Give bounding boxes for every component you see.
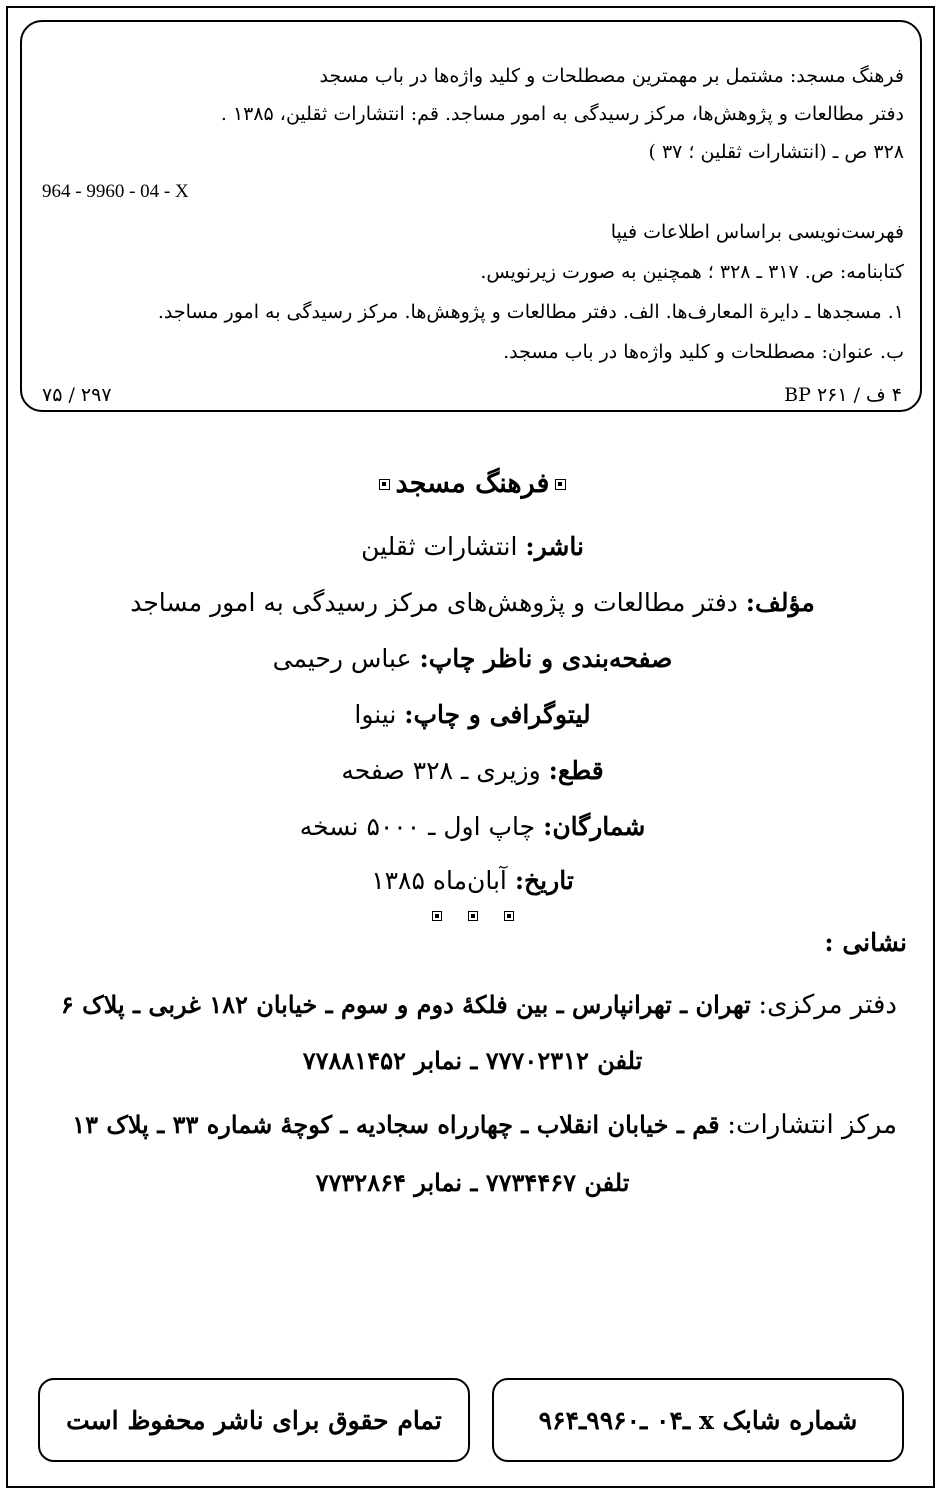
copies-value: چاپ اول ـ ۵۰۰۰ نسخه: [299, 812, 536, 841]
center-phone: تلفن ۷۷۳۴۴۶۷ ـ نمابر ۷۷۳۲۸۶۴: [315, 1168, 630, 1197]
catalog-isbn: 964 - 9960 - 04 - X: [42, 181, 189, 202]
format-label: قطع:: [548, 756, 604, 785]
center-address-line: [72, 1110, 897, 1140]
layout-line: [0, 644, 945, 673]
rights-text: تمام حقوق برای ناشر محفوظ است: [66, 1405, 442, 1435]
book-title: [0, 468, 945, 499]
date-label: تاریخ:: [514, 866, 574, 895]
isbn-box-text: شماره شابک x ـ۰۴ ـ۹۹۶۰ـ۹۶۴: [538, 1405, 858, 1435]
center-address: قم ـ خیابان انقلاب ـ چهارراه سجادیه ـ کوچۀ شماره ۳۳ ـ پلاک ۱۳: [72, 1110, 720, 1139]
rights-box: [38, 1378, 470, 1462]
publisher-label: ناشر:: [525, 532, 584, 561]
bullet-square-icon: [379, 479, 390, 490]
date-line: [0, 866, 945, 895]
catalog-subject-line: ۱. مسجدها ـ دایرة المعارف‌ها. الف. دفتر مطالعات و پژوهش‌ها. مرکز رسیدگی به امور مساجد.: [157, 301, 904, 323]
catalog-heading-line: ب. عنوان: مصطلحات و کلید واژه‌ها در باب مسجد.: [503, 341, 904, 363]
catalog-box: [20, 20, 922, 412]
publisher-value: انتشارات ثقلین: [361, 532, 518, 561]
office-phone: تلفن ۷۷۷۰۲۳۱۲ ـ نمابر ۷۷۸۸۱۴۵۲: [302, 1046, 643, 1075]
copies-label: شمارگان:: [543, 812, 646, 841]
bullet-square-icon: [555, 479, 566, 490]
litho-value: نینوا: [354, 700, 397, 729]
copies-line: [0, 812, 945, 841]
author-value: دفتر مطالعات و پژوهش‌های مرکز رسیدگی به امور مساجد: [130, 588, 738, 617]
litho-line: [0, 700, 945, 729]
catalog-class-row: [42, 384, 902, 408]
office-label: دفتر مرکزی:: [758, 990, 897, 1020]
catalog-fipa-line: فهرست‌نویسی براساس اطلاعات فیپا: [610, 221, 904, 243]
separator-dots: [0, 908, 945, 924]
layout-value: عباس رحیمی: [272, 644, 412, 673]
bullet-square-icon: [504, 911, 514, 921]
isbn-box: [492, 1378, 904, 1462]
catalog-author-line: دفتر مطالعات و پژوهش‌ها، مرکز رسیدگی به امور مساجد. قم: انتشارات ثقلین، ۱۳۸۵ .: [220, 103, 904, 125]
format-value: وزیری ـ ۳۲۸ صفحه: [341, 756, 541, 785]
bullet-square-icon: [468, 911, 478, 921]
date-value: آبان‌ماه ۱۳۸۵: [371, 866, 507, 895]
catalog-title-line: فرهنگ مسجد: مشتمل بر مهمترین مصطلحات و کلید واژه‌ها در باب مسجد: [319, 65, 904, 87]
author-label: مؤلف:: [745, 588, 815, 617]
center-label: مرکز انتشارات:: [727, 1110, 897, 1140]
litho-label: لیتوگرافی و چاپ:: [404, 700, 591, 729]
address-label: نشانی :: [824, 928, 907, 957]
format-line: [0, 756, 945, 785]
layout-label: صفحه‌بندی و ناظر چاپ:: [419, 644, 673, 673]
catalog-class-left: ۲۹۷ / ۷۵: [42, 384, 112, 406]
author-line: [0, 588, 945, 617]
catalog-bibliography-line: کتابنامه: ص. ۳۱۷ ـ ۳۲۸ ؛ همچنین به صورت زیرنویس.: [480, 261, 904, 283]
office-address-line: [61, 990, 897, 1020]
catalog-class-right: ۴ ف / ۲۶۱ BP: [784, 384, 902, 406]
office-address: تهران ـ تهرانپارس ـ بین فلکۀ دوم و سوم ـ خیابان ۱۸۲ غربی ـ پلاک ۶: [60, 990, 751, 1019]
book-title-text: فرهنگ مسجد: [395, 468, 550, 499]
catalog-pages-line: ۳۲۸ ص ـ (انتشارات ثقلین ؛ ۳۷ ): [648, 141, 904, 163]
publisher-line: [0, 532, 945, 561]
bullet-square-icon: [432, 911, 442, 921]
